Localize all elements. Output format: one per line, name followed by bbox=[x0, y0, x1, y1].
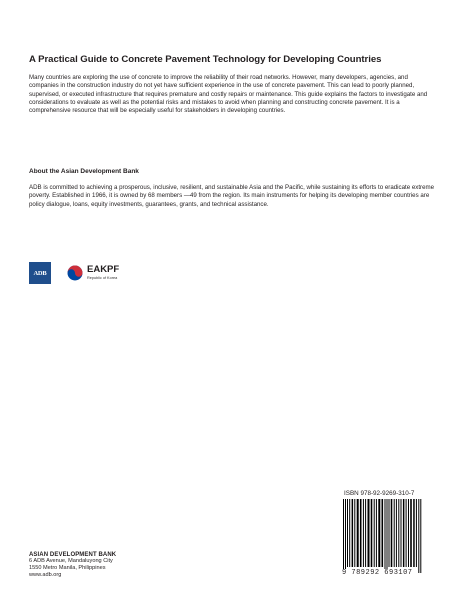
publisher-website[interactable]: www.adb.org bbox=[29, 572, 62, 578]
barcode-bar bbox=[360, 499, 362, 567]
barcode-bar bbox=[357, 499, 359, 567]
barcode-graphic bbox=[340, 499, 440, 575]
barcode-bar bbox=[354, 499, 355, 567]
barcode-bar bbox=[363, 499, 364, 567]
book-title: A Practical Guide to Concrete Pavement Technology for Developing Countries bbox=[29, 54, 382, 65]
barcode-bar bbox=[343, 499, 344, 573]
barcode-bar bbox=[347, 499, 348, 567]
taeguk-emblem-icon bbox=[67, 265, 83, 281]
isbn-barcode bbox=[340, 490, 440, 582]
barcode-bar bbox=[394, 499, 395, 567]
barcode-bar bbox=[352, 499, 354, 567]
about-heading: About the Asian Development Bank bbox=[29, 168, 139, 175]
barcode-bar bbox=[408, 499, 409, 567]
barcode-bar bbox=[374, 499, 375, 567]
barcode-bar bbox=[368, 499, 370, 567]
barcode-bar bbox=[365, 499, 366, 567]
about-text: ADB is committed to achieving a prosperous, inclusive, resilient, and sustainable Asia and the Pacific, while sustaining its efforts to eradicate extreme poverty. Established in 1966, it is owned by 68 members —49 from the region. Its main instruments for helping its developing member countries are policy dialogue, loans, equity investments, guarantees, grants, and technical assistance. bbox=[29, 184, 435, 208]
barcode-bar bbox=[371, 499, 373, 567]
barcode-bar bbox=[420, 499, 421, 573]
eakpf-logo bbox=[67, 264, 137, 284]
eakpf-subtitle: Republic of Korea bbox=[87, 276, 118, 280]
barcode-bar bbox=[382, 499, 384, 567]
barcode-bar bbox=[416, 499, 417, 567]
barcode-bar bbox=[385, 499, 386, 573]
barcode-bar bbox=[403, 499, 405, 567]
barcode-bar bbox=[406, 499, 407, 567]
barcode-bar bbox=[378, 499, 380, 567]
barcode-bar bbox=[389, 499, 390, 567]
barcode-bar bbox=[387, 499, 388, 573]
book-description: Many countries are exploring the use of concrete to improve the reliability of their road networks. However, many developers, agencies, and companies in the construction industry do not yet have sufficient experience in the use of concrete pavement. This can lead to poorly planned, supervised, or executed infrastructure that requires premature and costly repairs or maintenance. This guide explains the factors to investigate and considerations to evaluate as well as the potential risks and mistakes to avoid when planning and constructing concrete pavement. It is a comprehensive resource that will be especially useful for stakeholders in developing countries. bbox=[29, 74, 428, 115]
barcode-bar bbox=[349, 499, 350, 567]
barcode-bar bbox=[410, 499, 412, 567]
barcode-bar bbox=[391, 499, 393, 567]
isbn-label: ISBN 978-92-9269-310-7 bbox=[344, 490, 415, 497]
publisher-address-1: 6 ADB Avenue, Mandaluyong City bbox=[29, 558, 113, 564]
publisher-block bbox=[29, 552, 116, 579]
publisher-name: ASIAN DEVELOPMENT BANK bbox=[29, 552, 117, 558]
adb-logo-text: ADB bbox=[33, 269, 47, 277]
barcode-bar bbox=[376, 499, 377, 567]
publisher-address-2: 1550 Metro Manila, Philippines bbox=[29, 565, 106, 571]
barcode-digits: 9 789292 693107 bbox=[342, 569, 413, 577]
barcode-bar bbox=[398, 499, 399, 567]
adb-logo bbox=[29, 262, 51, 284]
barcode-bar bbox=[401, 499, 402, 567]
barcode-bar bbox=[345, 499, 346, 573]
eakpf-name: EAKPF bbox=[87, 264, 120, 275]
barcode-bar bbox=[413, 499, 415, 567]
barcode-bar bbox=[396, 499, 397, 567]
barcode-bar bbox=[418, 499, 419, 573]
